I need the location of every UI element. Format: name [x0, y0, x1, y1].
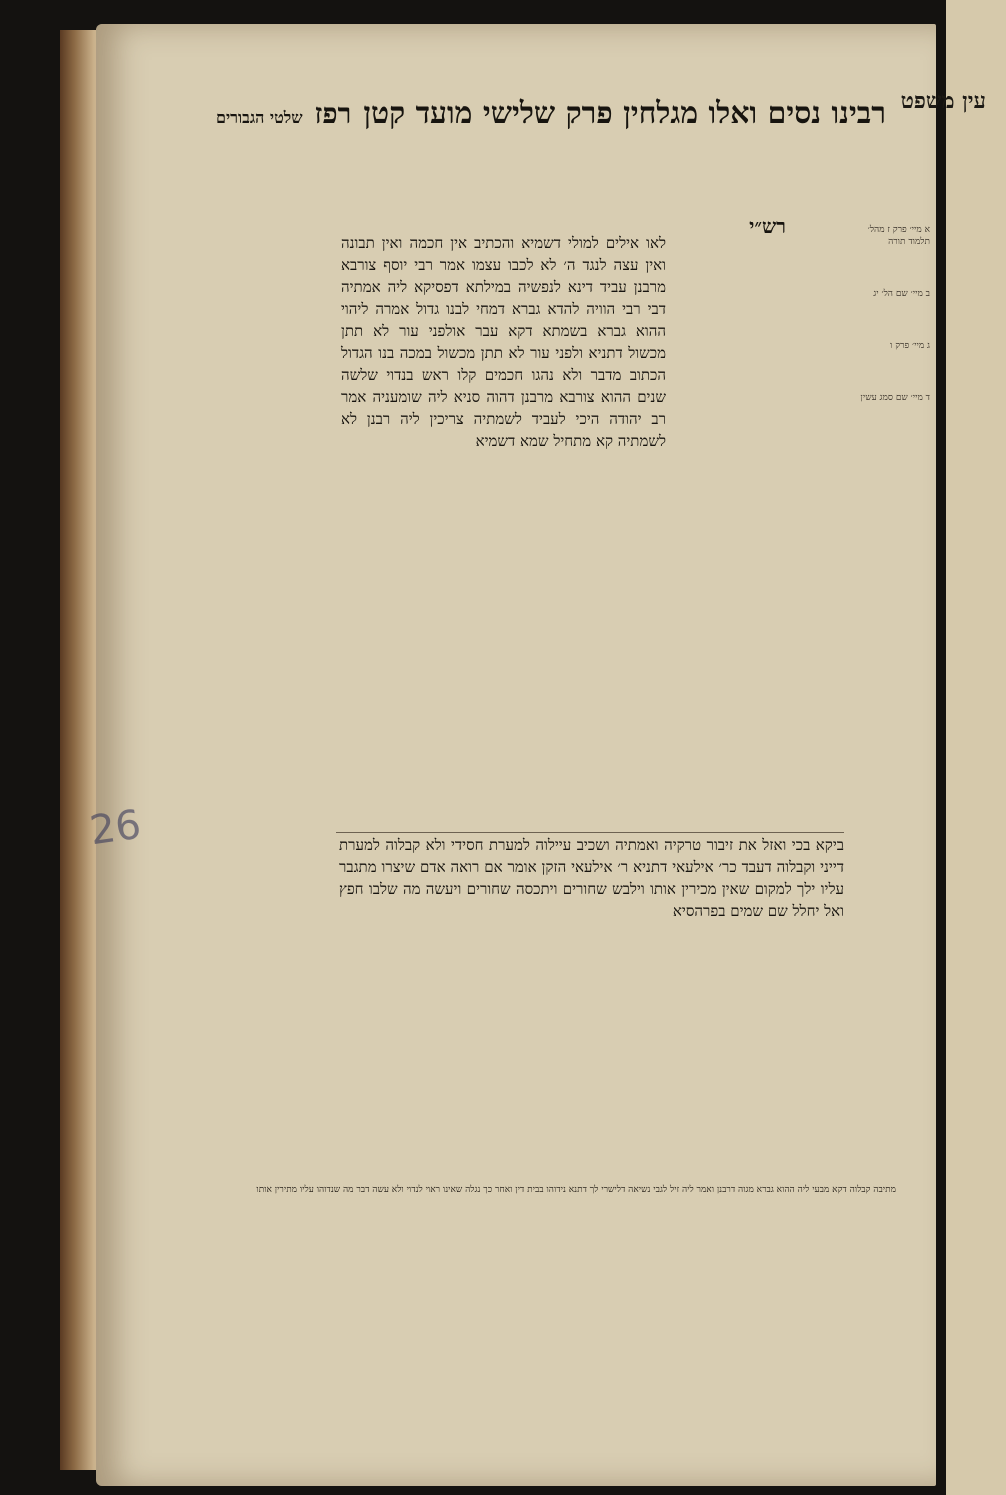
bottom-notes: מתיבה קבלוה דקא מבעי ליה ההוא גברא מגוה דרבנן ואמר ליה זיל לגבי נשיאה דלישרי לך דתנא נידוהו בבית דין ואחר כך נגלה שאינו ראוי לנדוי ולא עשה דבר מה שנדוהו עליו מתירין אותו: [256, 1185, 896, 1195]
margin-note: א מיי׳ פרק ז מהל׳ תלמוד תורה: [867, 225, 930, 247]
page-header: [216, 96, 886, 131]
column-divider: [336, 832, 844, 833]
margin-note: ג מיי׳ פרק ו: [890, 341, 930, 351]
folio-number: רפז: [314, 97, 352, 130]
gemara-text-block: לאו אילים למולי דשמיא והכתיב אין חכמה ואין תבונה ואין עצה לנגד ה׳ לא לכבו עצמו אמר רבי יוסף צורבא מרבנן עביד דינא לנפשיה במילתא דפסיקא ליה אמתיה דבי רבי הוויה להדא גברא דמחי לבנו גדול אמרה ליהוי ההוא גברא בשמתא דקא עבר אולפני עור לא תתן מכשול דתניא ולפני עור לא תתן מכשול במכה בנו הגדול הכתוב מדבר ולא נהגו חכמים קלו ראש בנדוי שלשה שנים ההוא צורבא מרבנן דהוה סניא ליה שומעניה אמר רב יהודה היכי לעביד לשמתיה צריכין ליה רבנן לא לשמתיה קא מתחיל שמא דשמיא: [341, 234, 666, 450]
ein-mishpat-notes: [848, 224, 930, 444]
margin-note: ב מיי׳ שם הל׳ יג: [873, 289, 930, 299]
facing-page-heading: עין משפט: [900, 88, 986, 114]
page-title: רבינו נסים ואלו מגלחין פרק שלישי מועד קטן: [363, 96, 886, 131]
gemara-text-continuation: ביקא בכי ואזל את זיבור טרקיה ואמתיה ושכיב עיילוה למערת חסידי ולא קבלוה למערת דייני וקבלוה דעבד כר׳ אילעאי דתניא ר׳ אילעאי הזקן אומר אם רואה אדם שיצרו מתגבר עליו ילך למקום שאין מכירין אותו וילבש שחורים ויתכסה שחורים ויעשה מה שלבו חפץ ואל יחלל שם שמים בפרהסיא: [339, 836, 844, 920]
talmud-page: [96, 24, 936, 1486]
margin-note: ד מיי׳ שם סמג עשין: [860, 393, 930, 403]
rashi-heading: רש״י: [749, 214, 786, 238]
pencil-page-mark: 26: [87, 801, 144, 855]
commentary-heading: שלטי הגבורים: [216, 108, 303, 127]
